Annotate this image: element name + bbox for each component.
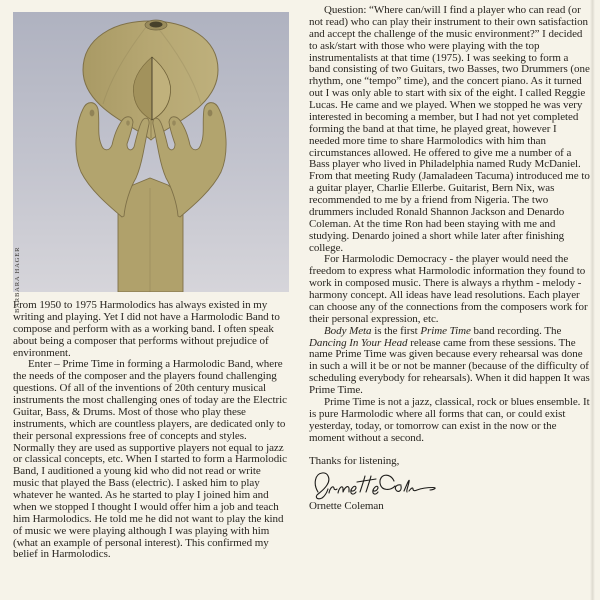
top-knob bbox=[145, 20, 167, 30]
segment-text: band recording. The bbox=[470, 324, 562, 337]
segment-text: release came from these sessions. The name Prime Time was given because every rehearsal was done in such a will it be or not be manner (because of the difficulty of scheduling everybody for rehearsals). When it did happen It was Prime Time. bbox=[309, 336, 590, 396]
paragraph-harmolodics-intro: From 1950 to 1975 Harmolodics has always existed in my writing and playing. Yet I did not have a Harmolodic Band to compose and perform with as a working band. I often speak about being a composer that performs without prejudice of environment. bbox=[13, 299, 280, 359]
closing-line: Thanks for listening, bbox=[309, 455, 400, 468]
left-column bbox=[13, 12, 289, 561]
title-dancing-in-your-head: Dancing In Your Head bbox=[309, 336, 408, 349]
paragraph-body-meta bbox=[309, 326, 590, 397]
left-text-block bbox=[13, 300, 289, 561]
hands-sculpture-photo bbox=[13, 12, 289, 313]
paragraph-question: Question: “Where can/will I find a player who can read (or not read) who can play their instrument to their own satisfaction and accept the challenge of the music environment?” I decided to ask/start with those who were playing with the top instrumentalists at that time (1975). I was seeking to form a band consisting of two Guitars, two Basses, two Drummers (one rhythm, one “tempo” time), and the concert piano. As it turned out I was only able to start with six of the eight. I called Reggie Lucas. He came and we played. When we stopped he was very interested in becoming a member, but I had not yet completed forming the band at that time, he played great, however I needed more time to share Harmolodics with him than circumstances allowed. He offered to give me a number of a Bass player who lived in Philadelphia named Rudy McDaniel. From that meeting Rudy (Jamaladeen Tacuma) introduced me to a guitar player, Charlie Ellerbe. Guitarist, Bern Nix, was recommended to me by a friend from Nigeria. The two drummers included Ronald Shannon Jackson and Denardo Coleman. At the time Ron had been staying with me and studying. Denardo joined a short while later after finishing college. bbox=[309, 4, 590, 254]
paragraph-harmolodic-democracy: For Harmolodic Democracy - the player would need the freedom to express what Harmolodic information they found to work in composed music. There is always a rhythm - melody - harmony concept. All ideas have lead resolutions. Each player can choose any of the connections from the composers work for their personal expression, etc. bbox=[309, 253, 588, 325]
segment-text: is the first bbox=[371, 324, 421, 337]
ornette-coleman-signature bbox=[309, 470, 441, 500]
right-column bbox=[309, 5, 590, 513]
photographer-credit: BARBARA HAGER bbox=[14, 246, 21, 313]
title-prime-time: Prime Time bbox=[420, 324, 471, 337]
page-edge-shadow bbox=[590, 0, 595, 600]
paragraph-enter-prime-time: Enter – Prime Time in forming a Harmolodic Band, where the needs of the composer and the players found challenging questions. Of all of the inventions of 20th century musical instruments the most challenging ones of today are the Electric Guitar, Bass, & Drums. Most of those who play these instruments, which are countless players, are dedicated only to their personal expressions free of concepts and styles. Normally they are used as supportive players not equal to jazz or classical concepts, etc. When I started to form a Harmolodic Band, I auditioned a young kid who did not read or write music that played the Bass (electric). I asked him to play whatever he wanted. As he started to play I joined him and when we stopped I thought I would offer him a job and teach him Harmolodics. He told me he did not want to play the kind of music we were playing although I was playing with him (what an example of personal interest). This confirmed my belief in Harmolodics. bbox=[13, 358, 287, 561]
signature-printed-name: Ornette Coleman bbox=[309, 500, 384, 513]
title-body-meta: Body Meta bbox=[324, 324, 372, 337]
paragraph-prime-time-ensemble: Prime Time is not a jazz, classical, rock or blues ensemble. It is pure Harmolodic where all forms that can, or could exist yesterday, today, or tomorrow can exist in the now or the moment without a second. bbox=[309, 395, 590, 444]
hands-sculpture-illustration bbox=[13, 12, 289, 292]
